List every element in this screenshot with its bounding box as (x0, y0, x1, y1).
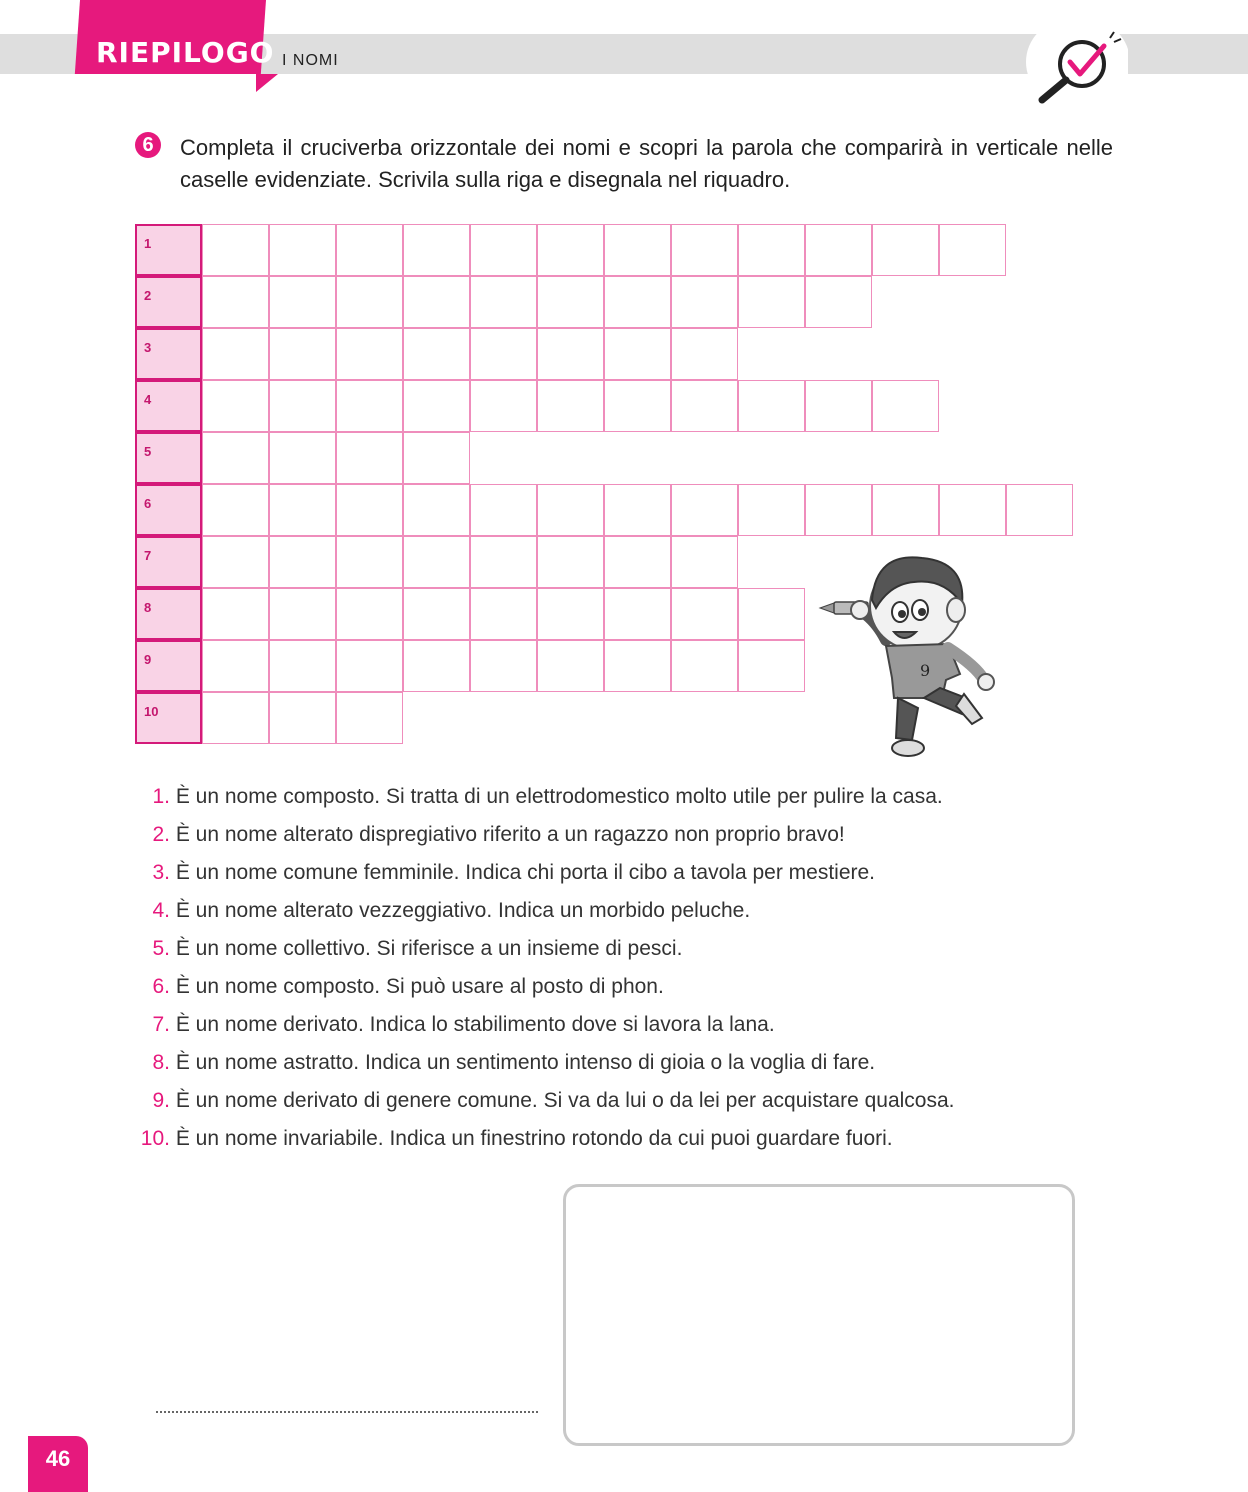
crossword-cell[interactable] (738, 276, 805, 328)
crossword-key-cell[interactable] (135, 380, 202, 432)
clue-text: È un nome composto. Si può usare al posto di phon. (175, 975, 664, 998)
crossword-cell[interactable] (202, 380, 269, 432)
crossword-cell[interactable] (202, 484, 269, 536)
crossword-cell[interactable] (738, 224, 805, 276)
drawing-box[interactable] (563, 1184, 1075, 1446)
crossword-cell[interactable] (269, 484, 336, 536)
answer-line[interactable] (156, 1411, 538, 1413)
crossword-cell[interactable] (671, 536, 738, 588)
crossword-cell[interactable] (470, 328, 537, 380)
crossword-cell[interactable] (202, 224, 269, 276)
crossword-cell[interactable] (269, 328, 336, 380)
crossword-row (135, 328, 738, 380)
crossword-cell[interactable] (671, 380, 738, 432)
clue-item (130, 1048, 954, 1086)
crossword-cell[interactable] (269, 276, 336, 328)
crossword-cell[interactable] (403, 536, 470, 588)
crossword-row-number: 6 (144, 496, 152, 511)
crossword-cell[interactable] (269, 588, 336, 640)
section-tag-tail (256, 74, 278, 92)
clue-text: È un nome derivato. Indica lo stabilimento dove si lavora la lana. (175, 1013, 775, 1036)
clue-number: 7. (152, 1013, 170, 1036)
crossword-row (135, 432, 470, 484)
clue-text: È un nome alterato vezzeggiativo. Indica un morbido peluche. (175, 899, 751, 922)
crossword-cell[interactable] (671, 328, 738, 380)
crossword-cell[interactable] (604, 276, 671, 328)
crossword-cell[interactable] (604, 380, 671, 432)
crossword-cell[interactable] (269, 640, 336, 692)
clue-number: 6. (152, 975, 170, 998)
crossword-cell[interactable] (738, 640, 805, 692)
clue-text: È un nome derivato di genere comune. Si va da lui o da lei per acquistare qualcosa. (175, 1089, 955, 1112)
crossword-row (135, 640, 805, 692)
clue-number: 1. (152, 785, 170, 808)
boy-with-pencil-icon (816, 548, 1006, 773)
clue-number: 2. (152, 823, 170, 846)
section-tag-label: RIEPILOGO (96, 36, 275, 69)
clue-text: È un nome collettivo. Si riferisce a un insieme di pesci. (175, 937, 683, 960)
crossword-cell[interactable] (336, 588, 403, 640)
crossword-cell[interactable] (269, 536, 336, 588)
clue-text: È un nome astratto. Indica un sentimento intenso di gioia o la voglia di fare. (175, 1051, 876, 1074)
crossword-key-cell[interactable] (135, 484, 202, 536)
crossword-cell[interactable] (604, 588, 671, 640)
crossword-cell[interactable] (805, 380, 872, 432)
crossword-cell[interactable] (470, 380, 537, 432)
clue-text: È un nome invariabile. Indica un finestrino rotondo da cui puoi guardare fuori. (175, 1127, 893, 1150)
crossword-key-cell[interactable] (135, 276, 202, 328)
crossword-cell[interactable] (269, 224, 336, 276)
crossword-cell[interactable] (269, 380, 336, 432)
crossword-cell[interactable] (537, 276, 604, 328)
crossword-cell[interactable] (202, 432, 269, 484)
crossword-row (135, 380, 939, 432)
magnifier-check-icon (1026, 20, 1130, 104)
crossword-cell[interactable] (939, 484, 1006, 536)
crossword-cell[interactable] (671, 224, 738, 276)
clue-text: È un nome alterato dispregiativo riferito a un ragazzo non proprio bravo! (175, 823, 845, 846)
clue-item (130, 972, 954, 1010)
crossword-cell[interactable] (537, 640, 604, 692)
crossword-cell[interactable] (537, 380, 604, 432)
header-band-right (1128, 34, 1248, 74)
clue-list (130, 782, 954, 1162)
crossword-cell[interactable] (403, 484, 470, 536)
crossword-cell[interactable] (403, 328, 470, 380)
crossword-cell[interactable] (671, 484, 738, 536)
crossword-row (135, 276, 872, 328)
crossword-cell[interactable] (202, 328, 269, 380)
clue-item (130, 1086, 954, 1124)
crossword-row-number: 9 (144, 652, 152, 667)
crossword-cell[interactable] (403, 432, 470, 484)
crossword-cell[interactable] (872, 484, 939, 536)
clue-item (130, 782, 954, 820)
clue-number: 8. (152, 1051, 170, 1074)
clue-number: 5. (152, 937, 170, 960)
shirt-number: 9 (920, 661, 931, 680)
clue-item (130, 1124, 954, 1162)
crossword-cell[interactable] (403, 588, 470, 640)
crossword-cell[interactable] (738, 380, 805, 432)
crossword-row (135, 224, 1006, 276)
crossword-cell[interactable] (470, 588, 537, 640)
crossword-cell[interactable] (805, 484, 872, 536)
crossword-cell[interactable] (336, 536, 403, 588)
clue-item (130, 934, 954, 972)
crossword-cell[interactable] (336, 328, 403, 380)
boy-illustration (816, 548, 1006, 778)
crossword-cell[interactable] (537, 588, 604, 640)
clue-number: 9. (152, 1089, 170, 1112)
crossword-cell[interactable] (336, 640, 403, 692)
crossword-cell[interactable] (872, 380, 939, 432)
crossword-cell[interactable] (403, 640, 470, 692)
crossword-cell[interactable] (537, 224, 604, 276)
crossword-cell[interactable] (470, 484, 537, 536)
crossword-cell[interactable] (202, 276, 269, 328)
crossword-cell[interactable] (470, 276, 537, 328)
crossword-row (135, 588, 805, 640)
crossword-cell[interactable] (336, 692, 403, 744)
crossword-cell[interactable] (738, 588, 805, 640)
crossword-cell[interactable] (403, 224, 470, 276)
crossword-cell[interactable] (269, 692, 336, 744)
crossword-cell[interactable] (336, 380, 403, 432)
crossword-row-number: 10 (144, 704, 159, 719)
crossword-cell[interactable] (671, 640, 738, 692)
crossword-row-number: 2 (144, 288, 152, 303)
crossword-key-cell[interactable] (135, 328, 202, 380)
page-number: 46 (28, 1436, 88, 1492)
crossword-row-number: 8 (144, 600, 152, 615)
crossword-row (135, 536, 738, 588)
crossword-cell[interactable] (336, 432, 403, 484)
crossword-key-cell[interactable] (135, 432, 202, 484)
crossword-cell[interactable] (202, 692, 269, 744)
crossword-cell[interactable] (470, 224, 537, 276)
crossword-cell[interactable] (202, 536, 269, 588)
crossword-cell[interactable] (604, 328, 671, 380)
crossword-cell[interactable] (336, 224, 403, 276)
clue-item (130, 1010, 954, 1048)
crossword-row-number: 7 (144, 548, 152, 563)
crossword-cell[interactable] (671, 588, 738, 640)
crossword-cell[interactable] (470, 640, 537, 692)
crossword-cell[interactable] (537, 328, 604, 380)
crossword-row (135, 484, 1073, 536)
crossword-row-number: 4 (144, 392, 152, 407)
clue-number: 3. (152, 861, 170, 884)
crossword-cell[interactable] (671, 276, 738, 328)
crossword-cell[interactable] (336, 276, 403, 328)
crossword-cell[interactable] (1006, 484, 1073, 536)
crossword-row-number: 3 (144, 340, 152, 355)
crossword-cell[interactable] (604, 536, 671, 588)
crossword-cell[interactable] (805, 276, 872, 328)
crossword-cell[interactable] (939, 224, 1006, 276)
icon-badge (1026, 20, 1130, 104)
clue-number: 10. (140, 1127, 170, 1150)
crossword-row-number: 5 (144, 444, 152, 459)
crossword-cell[interactable] (738, 484, 805, 536)
crossword-key-cell[interactable] (135, 224, 202, 276)
crossword-cell[interactable] (336, 484, 403, 536)
crossword-cell[interactable] (403, 380, 470, 432)
crossword-cell[interactable] (604, 484, 671, 536)
clue-number: 4. (152, 899, 170, 922)
clue-item (130, 858, 954, 896)
crossword-cell[interactable] (202, 640, 269, 692)
crossword-cell[interactable] (269, 432, 336, 484)
clue-text: È un nome composto. Si tratta di un elettrodomestico molto utile per pulire la casa. (175, 785, 943, 808)
crossword-cell[interactable] (470, 536, 537, 588)
clue-text: È un nome comune femminile. Indica chi porta il cibo a tavola per mestiere. (175, 861, 876, 884)
crossword-cell[interactable] (805, 224, 872, 276)
crossword-row (135, 692, 403, 744)
crossword-cell[interactable] (537, 536, 604, 588)
clue-item (130, 820, 954, 858)
section-subtitle: I NOMI (282, 52, 339, 69)
crossword-cell[interactable] (604, 224, 671, 276)
exercise-number: 6 (135, 132, 161, 158)
crossword-cell[interactable] (403, 276, 470, 328)
crossword-key-cell[interactable] (135, 640, 202, 692)
crossword-key-cell[interactable] (135, 588, 202, 640)
crossword-key-cell[interactable] (135, 692, 202, 744)
crossword-key-cell[interactable] (135, 536, 202, 588)
crossword-cell[interactable] (537, 484, 604, 536)
crossword-row-number: 1 (144, 236, 152, 251)
crossword-cell[interactable] (872, 224, 939, 276)
crossword-cell[interactable] (202, 588, 269, 640)
exercise-instruction: Completa il cruciverba orizzontale dei nomi e scopri la parola che comparirà in verticale nelle caselle evidenziate. Scrivila sulla riga e disegnala nel riquadro. (180, 135, 1113, 192)
crossword-cell[interactable] (604, 640, 671, 692)
clue-item (130, 896, 954, 934)
